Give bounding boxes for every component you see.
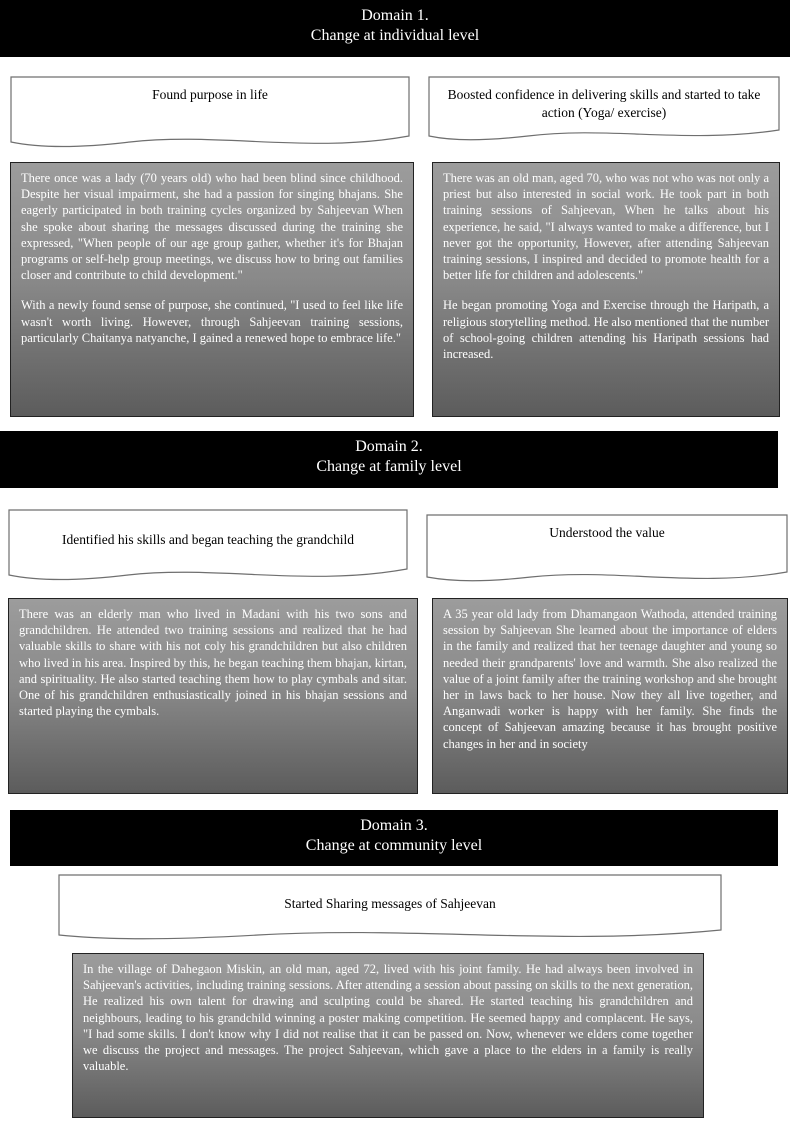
- domain2-right-heading: Understood the value: [549, 525, 665, 540]
- domain2-right-story: [432, 598, 788, 794]
- domain3-heading: Started Sharing messages of Sahjeevan: [284, 896, 496, 911]
- domain1-title: Domain 1.: [361, 7, 429, 24]
- domain3-subtitle: Change at community level: [305, 837, 483, 854]
- domain1-left-story-p2: With a newly found sense of purpose, she continued, "I used to feel like life wasn't worth living. However, through Sahjeevan training sessions, particularly Chaitanya natyanche, I gained a renewed hope to embrace life.": [21, 298, 403, 345]
- domain1-right-heading: Boosted confidence in delivering skills and started to take action (Yoga/ exercise): [447, 87, 761, 120]
- domain1-left-heading-card: [10, 76, 410, 152]
- domain2-subtitle: Change at family level: [316, 458, 462, 475]
- domain3-heading-card: [58, 874, 722, 944]
- domain3-header: [10, 810, 778, 866]
- domain2-header: [0, 431, 778, 488]
- domain2-left-story: [8, 598, 418, 794]
- domain1-right-story-p2: He began promoting Yoga and Exercise through the Haripath, a religious storytelling method. He also mentioned that the number of school-going children attending his Haripath sessions had increased.: [443, 298, 769, 362]
- domain2-left-heading: Identified his skills and began teaching the grandchild: [61, 532, 355, 547]
- domain2-right-story-text: A 35 year old lady from Dhamangaon Wathoda, attended training session by Sahjeevan She learned about the importance of elders in the family and realized that her teenage daughter and young so needed their grandparents' love and warmth. She also realized the value of a joint family after the training workshop and she brought her in laws back to her house. Now they all live together, and Anganwadi worker is happy with her family. She finds the concept of Sahjeevan amazing because it has brought positive changes in her and in society: [443, 607, 777, 751]
- domain1-right-story: [432, 162, 780, 417]
- domain2-left-story-text: There was an elderly man who lived in Madani with his two sons and grandchildren. He attended two training sessions and realized that he had valuable skills to share with his not coly his grandchildren but also children who lived in his area. Inspired by this, he began teaching them bhajan, kirtan, and spirituality. He also started teaching them how to play cymbals and sitar. One of his grandchildren enthusiastically joined in his bhajan sessions and started playing the cymbals.: [19, 607, 407, 719]
- domain3-story-text: In the village of Dahegaon Miskin, an old man, aged 72, lived with his joint family. He had always been involved in Sahjeevan's activities, including training sessions. After attending a session about passing on skills to the next generation, He realized his own talent for drawing and sculpting could be shared. He started teaching his grandchildren and neighbours, leading to his grandchild winning a poster making competition. He seemed happy and complacent. He says, "I had some skills. I don't know why I did not realise that it can be passed on. Now, whenever we elders come together we discuss the project and messages. The project Sahjeevan, which gave a place to the elders in a family is really valuable.: [83, 962, 693, 1074]
- domain1-right-story-p1: There was an old man, aged 70, who was not who was not only a priest but also interested in social work. He took part in both training sessions of Sahjeevan, When he talks about his experience, he said, "I always wanted to make a difference, but I never got the opportunity, However, after attending Sahjeevan training sessions, I inspired and decided to promote health for a better life for children and adolescents.": [443, 171, 769, 283]
- domain1-left-story-p1: There once was a lady (70 years old) who had been blind since childhood. Despite her visual impairment, she had a passion for singing bhajans. She eagerly participated in both training cycles organized by Sahjeevan When she spoke about sharing the messages discussed during the training she expressed, "When people of our age group gather, whether it's for Bhajan programs or self-help group meetings, we discuss how to bring out families closer and contribute to child development.": [21, 171, 403, 283]
- domain1-subtitle: Change at individual level: [310, 27, 480, 44]
- domain2-right-heading-card: [426, 514, 788, 586]
- domain2-left-heading-card: [8, 509, 408, 585]
- domain3-story: [72, 953, 704, 1118]
- domain3-title: Domain 3.: [360, 817, 428, 834]
- domain2-title: Domain 2.: [355, 438, 423, 455]
- domain1-right-heading-card: [428, 76, 780, 144]
- domain1-header: [0, 0, 790, 57]
- domain1-left-story: [10, 162, 414, 417]
- domain1-left-heading: Found purpose in life: [152, 87, 268, 102]
